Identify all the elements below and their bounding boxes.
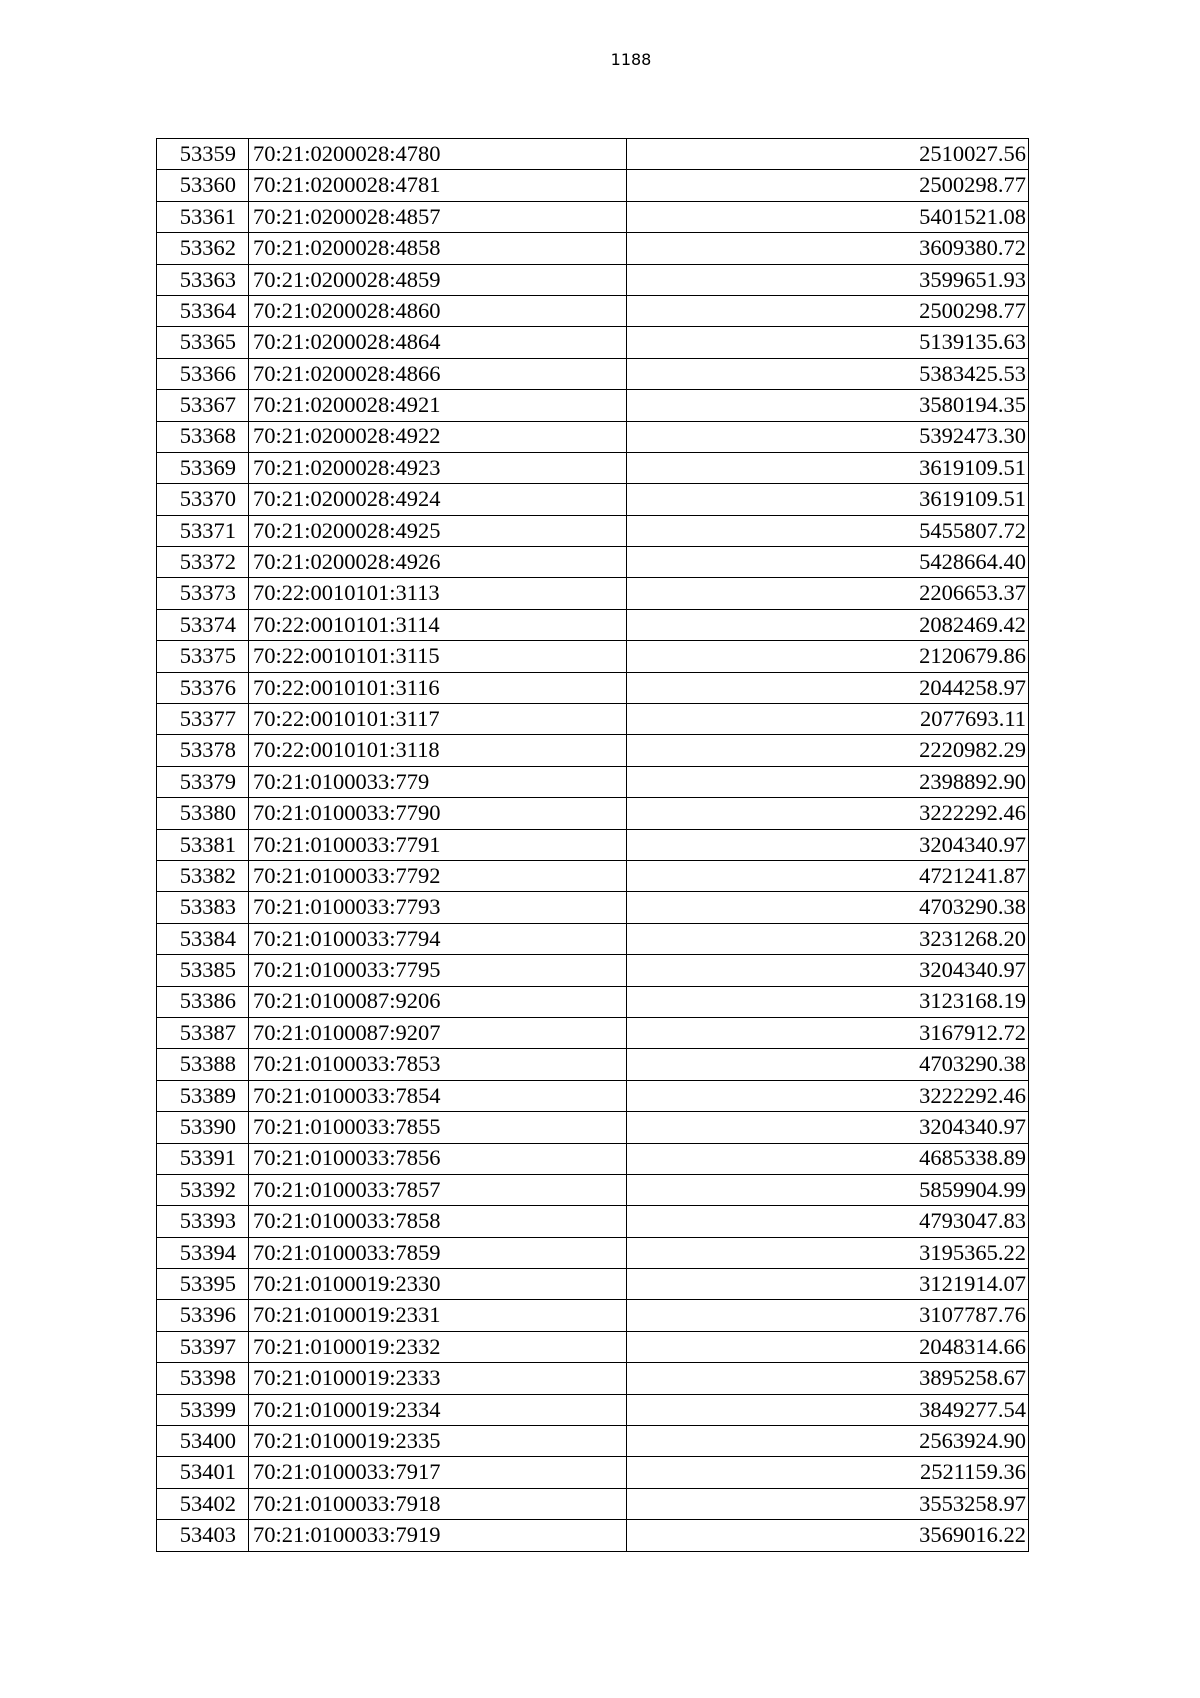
table-row: [157, 735, 1029, 766]
table-row: [157, 295, 1029, 326]
cadastral-number-cell: 70:21:0100033:7856: [249, 1143, 627, 1174]
value-cell: 3619109.51: [627, 452, 1029, 483]
table-row: [157, 1112, 1029, 1143]
cadastral-number-cell: 70:21:0100033:7853: [249, 1049, 627, 1080]
cadastral-number-cell: 70:21:0200028:4781: [249, 170, 627, 201]
value-cell: 2500298.77: [627, 295, 1029, 326]
row-number-cell: 53399: [157, 1394, 249, 1425]
table-row: [157, 1363, 1029, 1394]
value-cell: 3204340.97: [627, 829, 1029, 860]
row-number-cell: 53366: [157, 358, 249, 389]
table-row: [157, 139, 1029, 170]
row-number-cell: 53377: [157, 704, 249, 735]
table-row: [157, 609, 1029, 640]
cadastral-number-cell: 70:21:0100033:7854: [249, 1080, 627, 1111]
cadastral-number-cell: 70:21:0100033:7919: [249, 1520, 627, 1551]
value-cell: 3121914.07: [627, 1269, 1029, 1300]
value-cell: 3553258.97: [627, 1488, 1029, 1519]
row-number-cell: 53393: [157, 1206, 249, 1237]
value-cell: 3569016.22: [627, 1520, 1029, 1551]
value-cell: 3222292.46: [627, 798, 1029, 829]
value-cell: 5455807.72: [627, 515, 1029, 546]
row-number-cell: 53402: [157, 1488, 249, 1519]
table-row: [157, 201, 1029, 232]
cadastral-number-cell: 70:21:0100033:7859: [249, 1237, 627, 1268]
cadastral-number-cell: 70:21:0100033:7792: [249, 860, 627, 891]
table-row: [157, 860, 1029, 891]
value-cell: 3895258.67: [627, 1363, 1029, 1394]
table-row: [157, 1049, 1029, 1080]
cadastral-number-cell: 70:22:0010101:3115: [249, 641, 627, 672]
table-row: [157, 1300, 1029, 1331]
cadastral-number-cell: 70:21:0100087:9207: [249, 1017, 627, 1048]
row-number-cell: 53376: [157, 672, 249, 703]
cadastral-number-cell: 70:21:0100033:779: [249, 766, 627, 797]
value-cell: 2048314.66: [627, 1331, 1029, 1362]
table-row: [157, 358, 1029, 389]
table-row: [157, 892, 1029, 923]
row-number-cell: 53362: [157, 233, 249, 264]
value-cell: 3167912.72: [627, 1017, 1029, 1048]
row-number-cell: 53388: [157, 1049, 249, 1080]
value-cell: 2220982.29: [627, 735, 1029, 766]
value-cell: 5139135.63: [627, 327, 1029, 358]
row-number-cell: 53371: [157, 515, 249, 546]
row-number-cell: 53361: [157, 201, 249, 232]
row-number-cell: 53365: [157, 327, 249, 358]
cadastral-number-cell: 70:21:0200028:4922: [249, 421, 627, 452]
table-row: [157, 390, 1029, 421]
value-cell: 3222292.46: [627, 1080, 1029, 1111]
cadastral-number-cell: 70:21:0100033:7795: [249, 955, 627, 986]
row-number-cell: 53369: [157, 452, 249, 483]
cadastral-number-cell: 70:21:0200028:4866: [249, 358, 627, 389]
row-number-cell: 53386: [157, 986, 249, 1017]
row-number-cell: 53373: [157, 578, 249, 609]
row-number-cell: 53396: [157, 1300, 249, 1331]
row-number-cell: 53360: [157, 170, 249, 201]
value-cell: 5859904.99: [627, 1174, 1029, 1205]
table-row: [157, 1426, 1029, 1457]
table-row: [157, 1206, 1029, 1237]
registry-table: [156, 138, 1029, 1552]
cadastral-number-cell: 70:21:0100033:7918: [249, 1488, 627, 1519]
value-cell: 3609380.72: [627, 233, 1029, 264]
table-row: [157, 1017, 1029, 1048]
cadastral-number-cell: 70:22:0010101:3113: [249, 578, 627, 609]
value-cell: 5392473.30: [627, 421, 1029, 452]
table-row: [157, 1394, 1029, 1425]
cadastral-number-cell: 70:21:0200028:4925: [249, 515, 627, 546]
table-row: [157, 233, 1029, 264]
table-row: [157, 798, 1029, 829]
cadastral-number-cell: 70:21:0200028:4921: [249, 390, 627, 421]
row-number-cell: 53378: [157, 735, 249, 766]
cadastral-number-cell: 70:21:0100033:7858: [249, 1206, 627, 1237]
row-number-cell: 53359: [157, 139, 249, 170]
cadastral-number-cell: 70:22:0010101:3118: [249, 735, 627, 766]
table-row: [157, 484, 1029, 515]
table-row: [157, 264, 1029, 295]
row-number-cell: 53364: [157, 295, 249, 326]
cadastral-number-cell: 70:22:0010101:3114: [249, 609, 627, 640]
value-cell: 4793047.83: [627, 1206, 1029, 1237]
table-row: [157, 704, 1029, 735]
value-cell: 3231268.20: [627, 923, 1029, 954]
value-cell: 5428664.40: [627, 547, 1029, 578]
value-cell: 3204340.97: [627, 1112, 1029, 1143]
value-cell: 4721241.87: [627, 860, 1029, 891]
cadastral-number-cell: 70:21:0100019:2335: [249, 1426, 627, 1457]
row-number-cell: 53380: [157, 798, 249, 829]
cadastral-number-cell: 70:21:0200028:4858: [249, 233, 627, 264]
row-number-cell: 53384: [157, 923, 249, 954]
cadastral-number-cell: 70:21:0100033:7917: [249, 1457, 627, 1488]
row-number-cell: 53392: [157, 1174, 249, 1205]
value-cell: 4703290.38: [627, 1049, 1029, 1080]
row-number-cell: 53367: [157, 390, 249, 421]
row-number-cell: 53383: [157, 892, 249, 923]
row-number-cell: 53375: [157, 641, 249, 672]
table-row: [157, 1457, 1029, 1488]
row-number-cell: 53391: [157, 1143, 249, 1174]
value-cell: 2500298.77: [627, 170, 1029, 201]
cadastral-number-cell: 70:21:0200028:4926: [249, 547, 627, 578]
page-number: 1188: [610, 50, 652, 69]
table-row: [157, 766, 1029, 797]
cadastral-number-cell: 70:21:0100033:7794: [249, 923, 627, 954]
table-row: [157, 515, 1029, 546]
value-cell: 2077693.11: [627, 704, 1029, 735]
table-row: [157, 1488, 1029, 1519]
value-cell: 3204340.97: [627, 955, 1029, 986]
cadastral-number-cell: 70:21:0100019:2331: [249, 1300, 627, 1331]
cadastral-number-cell: 70:22:0010101:3116: [249, 672, 627, 703]
table-row: [157, 452, 1029, 483]
table-row: [157, 547, 1029, 578]
value-cell: 2510027.56: [627, 139, 1029, 170]
row-number-cell: 53381: [157, 829, 249, 860]
row-number-cell: 53370: [157, 484, 249, 515]
value-cell: 3580194.35: [627, 390, 1029, 421]
value-cell: 5383425.53: [627, 358, 1029, 389]
cadastral-number-cell: 70:21:0200028:4924: [249, 484, 627, 515]
table-row: [157, 1080, 1029, 1111]
row-number-cell: 53400: [157, 1426, 249, 1457]
value-cell: 3107787.76: [627, 1300, 1029, 1331]
cadastral-number-cell: 70:21:0200028:4780: [249, 139, 627, 170]
row-number-cell: 53398: [157, 1363, 249, 1394]
value-cell: 4685338.89: [627, 1143, 1029, 1174]
value-cell: 2120679.86: [627, 641, 1029, 672]
table-row: [157, 986, 1029, 1017]
value-cell: 2082469.42: [627, 609, 1029, 640]
table-row: [157, 327, 1029, 358]
value-cell: 3849277.54: [627, 1394, 1029, 1425]
table-row: [157, 1520, 1029, 1551]
registry-table-body: [157, 139, 1029, 1552]
cadastral-number-cell: 70:21:0200028:4859: [249, 264, 627, 295]
value-cell: 2521159.36: [627, 1457, 1029, 1488]
cadastral-number-cell: 70:21:0100019:2333: [249, 1363, 627, 1394]
row-number-cell: 53387: [157, 1017, 249, 1048]
row-number-cell: 53401: [157, 1457, 249, 1488]
table-row: [157, 672, 1029, 703]
table-row: [157, 1237, 1029, 1268]
table-row: [157, 1174, 1029, 1205]
row-number-cell: 53372: [157, 547, 249, 578]
cadastral-number-cell: 70:21:0100019:2330: [249, 1269, 627, 1300]
table-row: [157, 641, 1029, 672]
row-number-cell: 53395: [157, 1269, 249, 1300]
value-cell: 2398892.90: [627, 766, 1029, 797]
table-row: [157, 578, 1029, 609]
cadastral-number-cell: 70:21:0200028:4857: [249, 201, 627, 232]
value-cell: 2206653.37: [627, 578, 1029, 609]
cadastral-number-cell: 70:21:0200028:4860: [249, 295, 627, 326]
table-row: [157, 923, 1029, 954]
row-number-cell: 53379: [157, 766, 249, 797]
cadastral-number-cell: 70:21:0100033:7790: [249, 798, 627, 829]
row-number-cell: 53403: [157, 1520, 249, 1551]
table-row: [157, 170, 1029, 201]
value-cell: 2563924.90: [627, 1426, 1029, 1457]
row-number-cell: 53374: [157, 609, 249, 640]
table-row: [157, 1143, 1029, 1174]
row-number-cell: 53389: [157, 1080, 249, 1111]
value-cell: 3195365.22: [627, 1237, 1029, 1268]
row-number-cell: 53385: [157, 955, 249, 986]
table-row: [157, 421, 1029, 452]
value-cell: 5401521.08: [627, 201, 1029, 232]
cadastral-number-cell: 70:21:0200028:4923: [249, 452, 627, 483]
cadastral-number-cell: 70:21:0200028:4864: [249, 327, 627, 358]
row-number-cell: 53394: [157, 1237, 249, 1268]
row-number-cell: 53390: [157, 1112, 249, 1143]
table-row: [157, 955, 1029, 986]
value-cell: 3619109.51: [627, 484, 1029, 515]
row-number-cell: 53363: [157, 264, 249, 295]
table-row: [157, 1269, 1029, 1300]
cadastral-number-cell: 70:21:0100087:9206: [249, 986, 627, 1017]
table-row: [157, 829, 1029, 860]
cadastral-number-cell: 70:21:0100019:2332: [249, 1331, 627, 1362]
row-number-cell: 53368: [157, 421, 249, 452]
cadastral-number-cell: 70:21:0100019:2334: [249, 1394, 627, 1425]
row-number-cell: 53382: [157, 860, 249, 891]
cadastral-number-cell: 70:21:0100033:7857: [249, 1174, 627, 1205]
cadastral-number-cell: 70:22:0010101:3117: [249, 704, 627, 735]
value-cell: 2044258.97: [627, 672, 1029, 703]
cadastral-number-cell: 70:21:0100033:7793: [249, 892, 627, 923]
value-cell: 4703290.38: [627, 892, 1029, 923]
value-cell: 3599651.93: [627, 264, 1029, 295]
value-cell: 3123168.19: [627, 986, 1029, 1017]
cadastral-number-cell: 70:21:0100033:7855: [249, 1112, 627, 1143]
table-row: [157, 1331, 1029, 1362]
cadastral-number-cell: 70:21:0100033:7791: [249, 829, 627, 860]
row-number-cell: 53397: [157, 1331, 249, 1362]
